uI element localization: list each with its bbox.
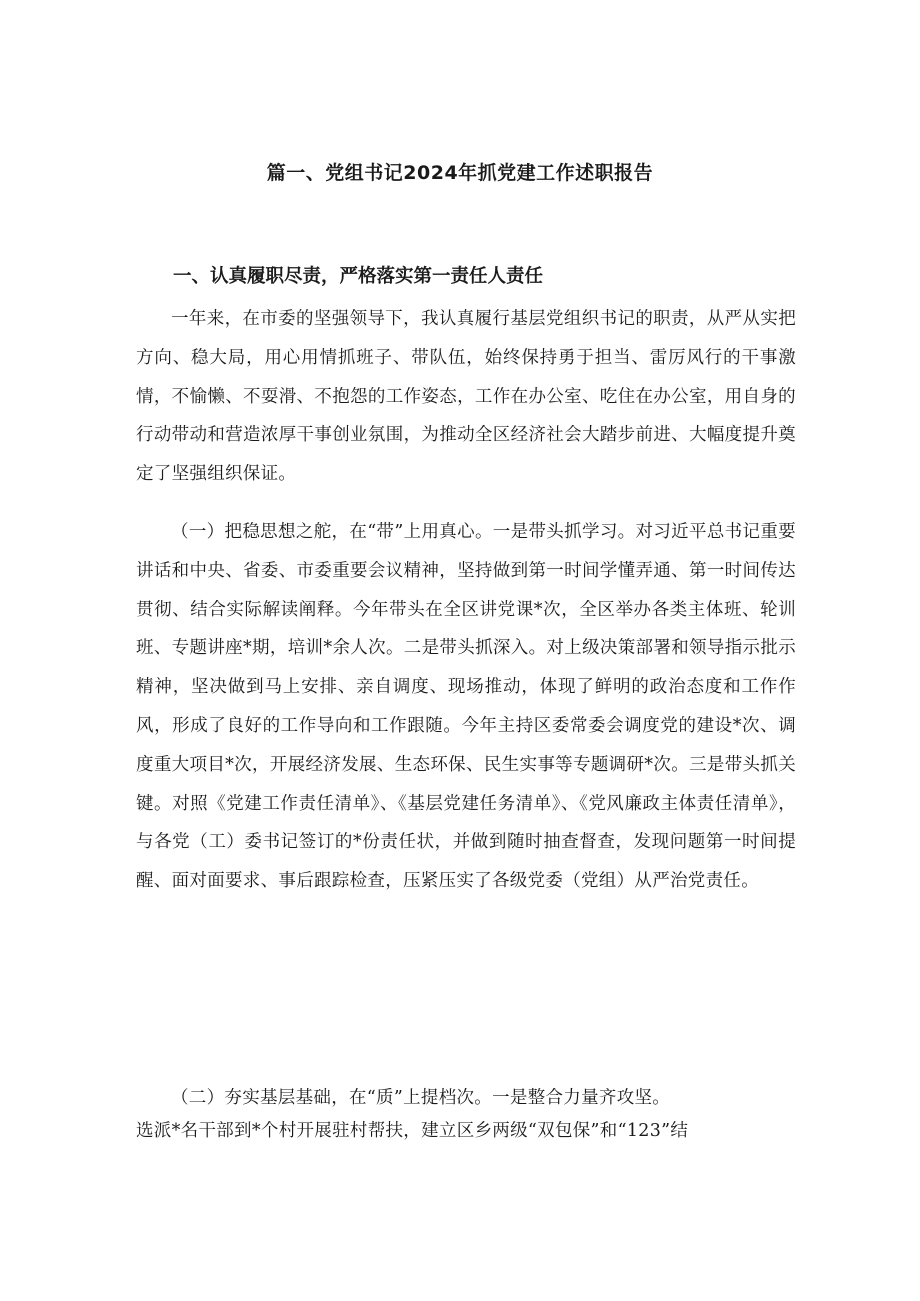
section-heading: 一、认真履职尽责，严格落实第一责任人责任	[173, 266, 544, 287]
document-title: 篇一、党组书记2024年抓党建工作述职报告	[266, 162, 654, 184]
body-paragraph-4: 选派*名干部到*个村开展驻村帮扶，建立区乡两级“双包保”和“123”结	[136, 1121, 689, 1141]
body-paragraph-2: （一）把稳思想之舵，在“带”上用真心。一是带头抓学习。对习近平总书记重要讲话和中央、省委、市委重要会议精神，坚持做到第一时间学懂弄通、第一时间传达贯彻、结合实际解读阐释。今年带头在全区讲党课*次，全区举办各类主体班、轮训班、专题讲座*期，培训*余人次。二是带头抓深入。对上级决策部署和领导指示批示精神，坚决做到马上安排、亲自调度、现场推动，体现了鲜明的政治态度和工作作风，形成了良好的工作导向和工作跟随。今年主持区委常委会调度党的建设*次、调度重大项目*次，开展经济发展、生态环保、民生实事等专题调研*次。三是带头抓关键。对照《党建工作责任清单》、《基层党建任务清单》、《党风廉政主体责任清单》，与各党（工）委书记签订的*份责任状，并做到随时抽查督查，发现问题第一时间提醒、面对面要求、事后跟踪检查，压紧压实了各级党委（党组）从严治党责任。	[136, 522, 796, 892]
body-paragraph-3: （二）夯实基层基础，在“质”上提档次。一是整合力量齐攻坚。	[171, 1088, 671, 1108]
body-paragraph-1: 一年来，在市委的坚强领导下，我认真履行基层党组织书记的职责，从严从实把方向、稳大局，用心用情抓班子、带队伍，始终保持勇于担当、雷厉风行的干事激情，不愉懒、不耍滑、不抱怨的工作姿态，工作在办公室、吃住在办公室，用自身的行动带动和营造浓厚干事创业氛围，为推动全区经济社会大踏步前进、大幅度提升奠定了坚强组织保证。	[136, 309, 796, 485]
